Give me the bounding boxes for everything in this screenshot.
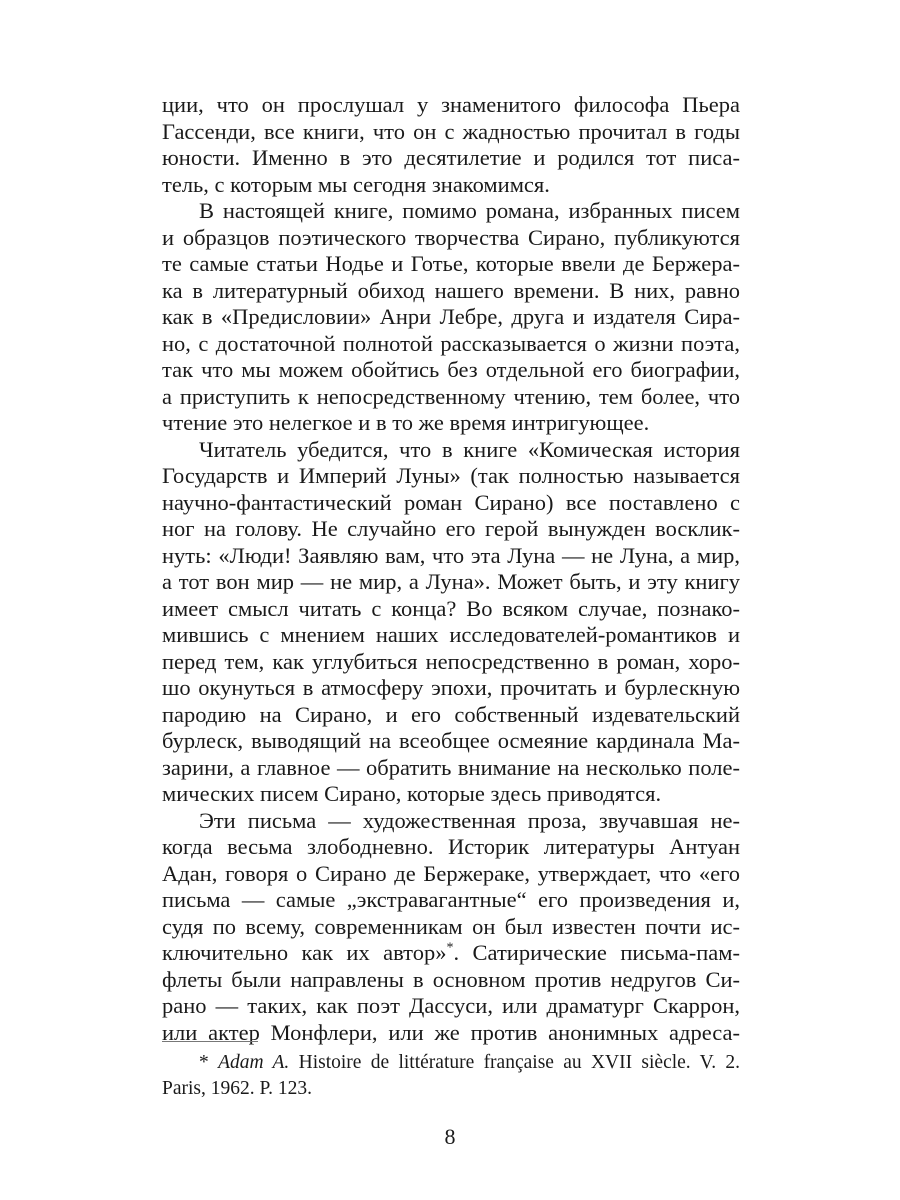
line-text: леты были направлены в основном против недругов Си- [176, 966, 740, 992]
text-line: научно-фантастический роман Сирано) все поставлено с [162, 489, 740, 515]
line-text-continued: . Сатирические письма-пам- [453, 940, 740, 965]
text-line: тель, с которым мы сегодня знакомимся. [162, 171, 550, 197]
text-line: так что мы можем обойтись без отдельной его биографии, [162, 357, 740, 382]
text-line: как в «Предисловии» Анри Лебре, друга и издателя Сира- [162, 304, 740, 329]
text-line: а тот вон мир — не мир, а Луна». Может быть, и эту книгу [162, 569, 740, 594]
text-line: Государств и Империй Луны» (так полностью называется [162, 463, 740, 488]
text-line: а приступить к непосредственному чтению, тем более, что [162, 383, 740, 409]
text-line: ног на голову. Не случайно его герой вынужден восклик- [162, 516, 740, 541]
text-line: Гассенди, все книги, что он с жадностью прочитал в годы [162, 118, 740, 144]
text-line: рано — таких, как поэт Дассуси, или драматург Скаррон, [162, 993, 740, 1018]
text-line: чтение это нелегкое и в то же время интригующее. [162, 410, 650, 435]
text-line: пародию на Сирано, и его собственный издевательский [162, 701, 740, 727]
text-line: или актер Монфлери, или же против анонимных адреса- [162, 1019, 740, 1045]
text-line: мических писем Сирано, которые здесь приводятся. [162, 781, 662, 806]
text-line: но, с достаточной полнотой рассказывается о жизни поэта, [162, 330, 740, 356]
text-line: В настоящей книге, помимо романа, избранных писем [199, 198, 740, 223]
text-line: имеет смысл читать с конца? Во всяком случае, познако- [162, 595, 740, 621]
footnote-reference[interactable]: * [446, 940, 454, 956]
line-prefix: ф [162, 966, 177, 992]
footnote [162, 1050, 740, 1102]
text-line: Читатель убедится, что в книге «Комическая история [199, 436, 740, 462]
footnote-author: Adam A. [218, 1052, 290, 1073]
text-line: мившись с мнением наших исследователей-романтиков и [162, 622, 740, 647]
text-line: шо окунуться в атмосферу эпохи, прочитать и бурлескную [162, 675, 740, 700]
text-line [162, 967, 740, 994]
text-line: судя по всему, современникам он был известен почти ис- [162, 913, 740, 939]
footnote-marker: * [199, 1052, 209, 1073]
text-line: ции, что он прослушал у знаменитого философа Пьера [162, 92, 740, 117]
text-line: нуть: «Люди! Заявляю вам, что эта Луна — не Луна, а мир, [162, 542, 740, 568]
text-line: Эти письма — художественная проза, звучавшая не- [199, 807, 740, 833]
footnote-title: Histoire de littérature française au XVII siècle. V. 2. [298, 1052, 741, 1073]
text-line: те самые статьи Нодье и Готье, которые ввели де Бержера- [162, 251, 740, 276]
text-line: зарини, а главное — обратить внимание на несколько поле- [162, 754, 740, 780]
footnote-divider [162, 1041, 258, 1042]
text-line: письма — самые „экстравагантные“ его произведения и, [162, 887, 740, 912]
text-line: бурлеск, выводящий на всеобщее осмеяние кардинала Ма- [162, 728, 740, 753]
main-text [162, 92, 740, 1046]
page-number: 8 [444, 1124, 456, 1149]
line-text: ключительно как их автор» [162, 940, 447, 965]
text-line: Адан, говоря о Сирано де Бержераке, утверждает, что «его [162, 860, 740, 886]
text-line-with-footnote-ref [162, 940, 740, 967]
text-line: ка в литературный обиход нашего времени. В них, равно [162, 277, 740, 303]
text-line: и образцов поэтического творчества Сирано, публикуются [162, 224, 740, 250]
text-line: юности. Именно в это десятилетие и родился тот писа- [162, 145, 740, 170]
footnote-line [162, 1050, 740, 1076]
text-line: когда весьма злободневно. Историк литературы Антуан [162, 834, 740, 859]
footnote-line: Paris, 1962. P. 123. [162, 1078, 313, 1099]
text-line: перед тем, как углубиться непосредственно в роман, хоро- [162, 648, 740, 674]
